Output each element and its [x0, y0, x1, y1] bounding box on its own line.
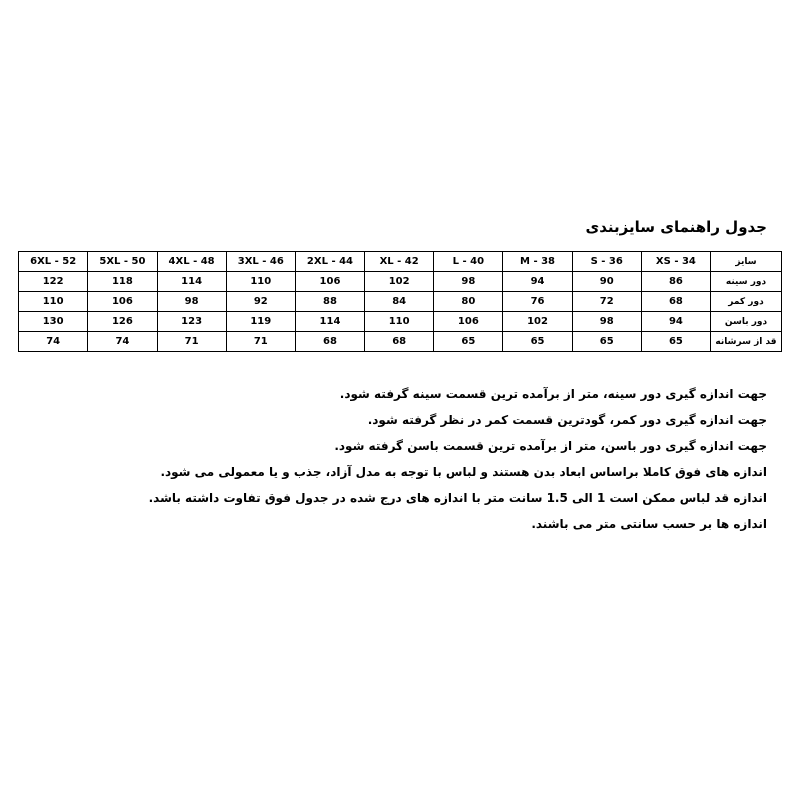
- value-cell: 119: [226, 312, 295, 332]
- value-cell: 106: [434, 312, 503, 332]
- note-line: جهت اندازه گیری دور باسن، متر از برآمده ترین قسمت باسن گرفته شود.: [334, 439, 767, 453]
- table-row-waist: [19, 292, 782, 312]
- value-cell: 68: [295, 332, 364, 352]
- value-cell: 65: [641, 332, 710, 352]
- note-line: جهت اندازه گیری دور سینه، متر از برآمده ترین قسمت سینه گرفته شود.: [339, 387, 767, 401]
- size-header-cell: XL - 42: [365, 252, 434, 272]
- row-label-cell: دور باسن: [711, 312, 782, 332]
- value-cell: 114: [295, 312, 364, 332]
- value-cell: 110: [226, 272, 295, 292]
- value-cell: 114: [157, 272, 226, 292]
- table-row-hip: [19, 312, 782, 332]
- note-line: اندازه های فوق کاملا براساس ابعاد بدن هستند و لباس با توجه به مدل آزاد، جذب و یا معمولی می شود.: [160, 465, 767, 479]
- value-cell: 110: [19, 292, 88, 312]
- value-cell: 98: [572, 312, 641, 332]
- value-cell: 123: [157, 312, 226, 332]
- table-row-chest: [19, 272, 782, 292]
- size-header-cell: 4XL - 48: [157, 252, 226, 272]
- value-cell: 65: [572, 332, 641, 352]
- value-cell: 106: [295, 272, 364, 292]
- value-cell: 98: [157, 292, 226, 312]
- value-cell: 110: [365, 312, 434, 332]
- value-cell: 102: [503, 312, 572, 332]
- table-row-length: [19, 332, 782, 352]
- size-header-cell: 3XL - 46: [226, 252, 295, 272]
- value-cell: 94: [641, 312, 710, 332]
- value-cell: 74: [19, 332, 88, 352]
- value-cell: 68: [641, 292, 710, 312]
- note-line: اندازه ها بر حسب سانتی متر می باشند.: [531, 517, 767, 531]
- value-cell: 118: [88, 272, 157, 292]
- value-cell: 71: [226, 332, 295, 352]
- value-cell: 76: [503, 292, 572, 312]
- note-line: جهت اندازه گیری دور کمر، گودترین قسمت کمر در نظر گرفته شود.: [367, 413, 767, 427]
- value-cell: 71: [157, 332, 226, 352]
- value-cell: 88: [295, 292, 364, 312]
- size-chart-table: [18, 251, 782, 352]
- value-cell: 106: [88, 292, 157, 312]
- size-header-cell: L - 40: [434, 252, 503, 272]
- note-line: اندازه قد لباس ممکن است 1 الی 1.5 سانت متر با اندازه های درج شده در جدول فوق تفاوت داشته باشد.: [148, 491, 767, 505]
- value-cell: 92: [226, 292, 295, 312]
- size-header-cell: 2XL - 44: [295, 252, 364, 272]
- measurement-notes: [47, 381, 767, 537]
- value-cell: 98: [434, 272, 503, 292]
- row-label-cell: دور سینه: [711, 272, 782, 292]
- size-header-cell: 6XL - 52: [19, 252, 88, 272]
- header-label-cell: سایز: [711, 252, 782, 272]
- value-cell: 65: [434, 332, 503, 352]
- value-cell: 122: [19, 272, 88, 292]
- value-cell: 80: [434, 292, 503, 312]
- size-header-cell: S - 36: [572, 252, 641, 272]
- value-cell: 68: [365, 332, 434, 352]
- value-cell: 102: [365, 272, 434, 292]
- value-cell: 86: [641, 272, 710, 292]
- row-label-cell: قد از سرشانه: [711, 332, 782, 352]
- value-cell: 74: [88, 332, 157, 352]
- size-header-cell: 5XL - 50: [88, 252, 157, 272]
- page-title: جدول راهنمای سایزبندی: [585, 218, 767, 236]
- value-cell: 94: [503, 272, 572, 292]
- size-header-cell: M - 38: [503, 252, 572, 272]
- value-cell: 72: [572, 292, 641, 312]
- value-cell: 130: [19, 312, 88, 332]
- value-cell: 65: [503, 332, 572, 352]
- value-cell: 126: [88, 312, 157, 332]
- size-header-cell: XS - 34: [641, 252, 710, 272]
- table-header-row: [19, 252, 782, 272]
- row-label-cell: دور کمر: [711, 292, 782, 312]
- value-cell: 90: [572, 272, 641, 292]
- value-cell: 84: [365, 292, 434, 312]
